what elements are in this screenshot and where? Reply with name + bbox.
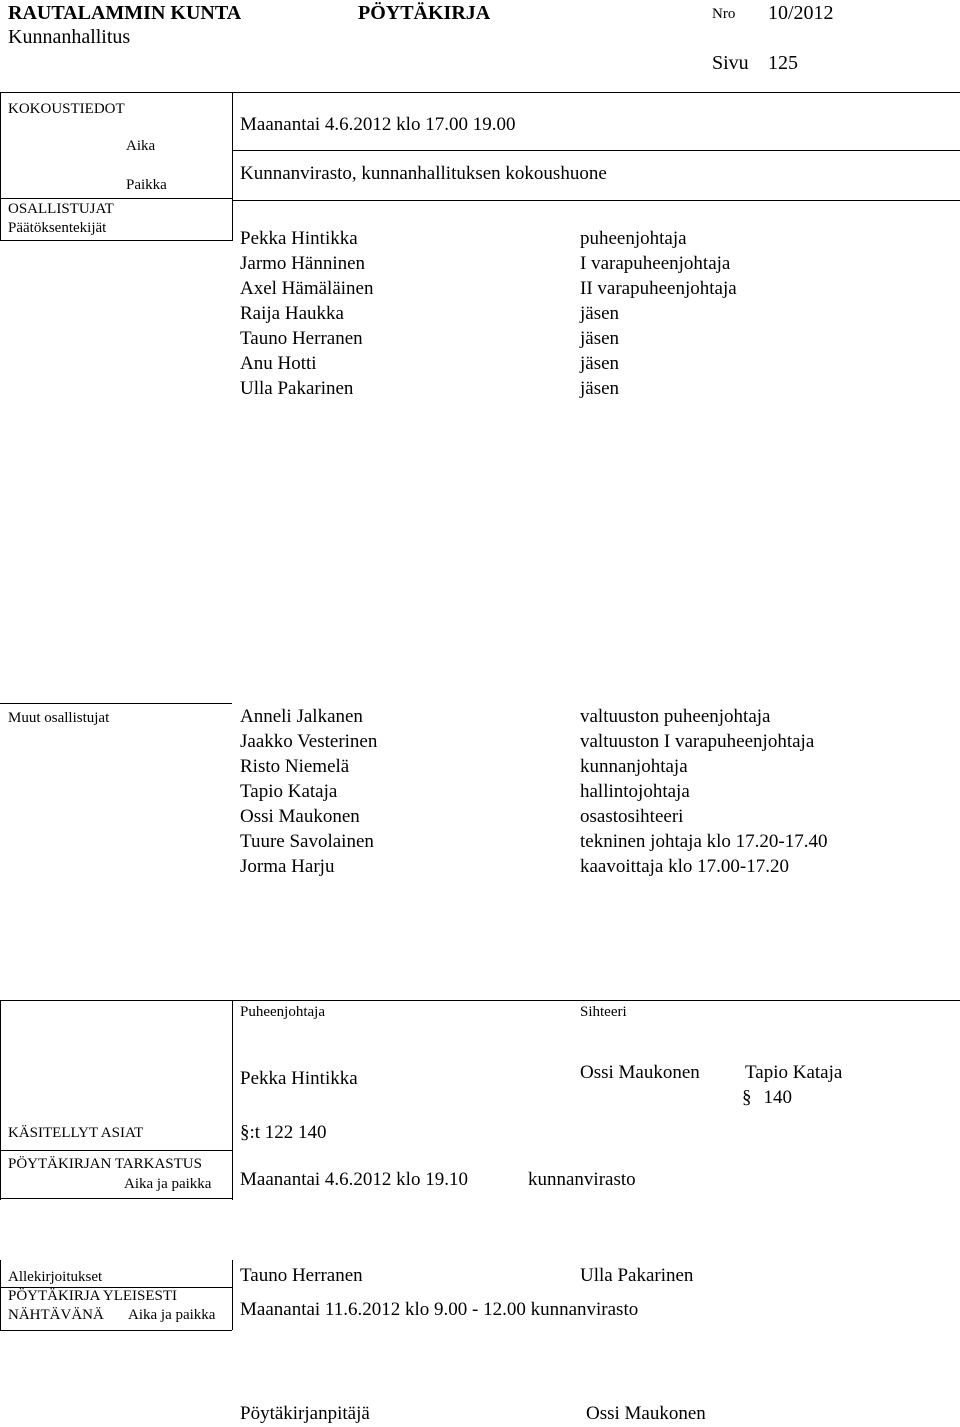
page-label: Sivu — [712, 52, 749, 74]
meeting-place: Kunnanvirasto, kunnanhallituksen kokoushuone — [240, 163, 607, 184]
participant-name: Axel Hämäläinen — [240, 278, 374, 299]
participant-roles — [580, 226, 737, 401]
others-rule — [0, 703, 232, 704]
other-role: osastosihteeri — [580, 806, 684, 827]
participant-role: II varapuheenjohtaja — [580, 278, 737, 299]
others-roles — [580, 704, 827, 879]
col-rule-3 — [232, 1260, 233, 1330]
participant-names — [240, 226, 373, 401]
chair-name: Pekka Hintikka — [240, 1068, 358, 1089]
review-time: Maanantai 4.6.2012 klo 19.10 — [240, 1169, 468, 1190]
participants-label: OSALLISTUJAT — [8, 201, 114, 217]
other-name: Jaakko Vesterinen — [240, 731, 378, 752]
place-label: Paikka — [126, 177, 167, 193]
handled-sections: :t 122 140 — [249, 1122, 327, 1143]
participant-role: jäsen — [580, 353, 620, 374]
participant-name: Raija Haukka — [240, 303, 344, 324]
other-role: hallintojohtaja — [580, 781, 690, 802]
review-rule — [0, 1198, 232, 1199]
handled-rule — [0, 1150, 232, 1151]
left-rule-1 — [0, 92, 1, 241]
other-role: valtuuston I varapuheenjohtaja — [580, 731, 815, 752]
other-name: Tuure Savolainen — [240, 831, 374, 852]
col-rule-1 — [232, 92, 233, 241]
other-role: tekninen johtaja klo 17.20-17.40 — [580, 831, 828, 852]
left-rule-3 — [0, 1260, 1, 1330]
other-role: kaavoittaja klo 17.00-17.20 — [580, 856, 789, 877]
public-label-2: NÄHTÄVÄNÄ — [8, 1307, 104, 1323]
time-label: Aika — [126, 138, 156, 154]
page-value: 125 — [768, 52, 798, 74]
public-label-1: PÖYTÄKIRJA YLEISESTI — [8, 1288, 178, 1304]
other-name: Ossi Maukonen — [240, 806, 360, 827]
participant-name: Anu Hotti — [240, 353, 317, 374]
signature-rule — [0, 1000, 960, 1001]
participant-name: Ulla Pakarinen — [240, 378, 354, 399]
meeting-rule — [0, 198, 232, 199]
section-symbol: § — [742, 1087, 752, 1108]
review-label: PÖYTÄKIRJAN TARKASTUS — [8, 1156, 202, 1172]
public-sublabel: Aika ja paikka — [128, 1307, 216, 1323]
other-role: kunnanjohtaja — [580, 756, 688, 777]
other-role: valtuuston puheenjohtaja — [580, 706, 771, 727]
review-place: kunnanvirasto — [528, 1169, 636, 1190]
other-name: Anneli Jalkanen — [240, 706, 363, 727]
extra-signer-section — [742, 1087, 792, 1109]
participant-role: I varapuheenjohtaja — [580, 253, 731, 274]
body-name: Kunnanhallitus — [8, 26, 131, 48]
public-value: Maanantai 11.6.2012 klo 9.00 - 12.00 kunnanvirasto — [240, 1299, 639, 1320]
participant-role: jäsen — [580, 303, 620, 324]
signer-name-2: Ulla Pakarinen — [580, 1265, 694, 1286]
nro-label: Nro — [712, 6, 736, 22]
participant-role: jäsen — [580, 378, 620, 399]
others-label: Muut osallistujat — [8, 710, 110, 726]
handled-value — [240, 1122, 327, 1144]
keeper-label: Pöytäkirjanpitäjä — [240, 1403, 370, 1424]
org-name: RAUTALAMMIN KUNTA — [8, 2, 242, 24]
others-names — [240, 704, 377, 879]
participant-name: Jarmo Hänninen — [240, 253, 366, 274]
place-rule — [232, 200, 960, 201]
keeper-name: Ossi Maukonen — [586, 1403, 706, 1424]
document-type: PÖYTÄKIRJA — [358, 2, 491, 24]
extra-section-number: 140 — [763, 1087, 792, 1108]
extra-signer-name: Tapio Kataja — [745, 1062, 843, 1083]
top-rule — [0, 92, 960, 93]
chair-label: Puheenjohtaja — [240, 1004, 325, 1020]
other-name: Tapio Kataja — [240, 781, 338, 802]
left-rule-2 — [0, 1000, 1, 1200]
participant-name: Pekka Hintikka — [240, 228, 358, 249]
decision-makers-label: Päätöksentekijät — [8, 220, 107, 236]
other-name: Jorma Harju — [240, 856, 335, 877]
nro-value: 10/2012 — [768, 2, 834, 24]
handled-label: KÄSITELLYT ASIAT — [8, 1125, 144, 1141]
participant-role: jäsen — [580, 328, 620, 349]
section-symbol: § — [240, 1122, 250, 1143]
secretary-name: Ossi Maukonen — [580, 1062, 700, 1083]
participants-rule — [0, 240, 232, 241]
participant-role: puheenjohtaja — [580, 228, 687, 249]
signers-label: Allekirjoitukset — [8, 1269, 103, 1285]
signer-name-1: Tauno Herranen — [240, 1265, 363, 1286]
review-sublabel: Aika ja paikka — [124, 1176, 212, 1192]
meeting-section-label: KOKOUSTIEDOT — [8, 101, 125, 117]
other-name: Risto Niemelä — [240, 756, 350, 777]
col-rule-2 — [232, 1000, 233, 1200]
public-rule — [0, 1330, 232, 1331]
participant-name: Tauno Herranen — [240, 328, 363, 349]
time-rule — [232, 150, 960, 151]
meeting-time: Maanantai 4.6.2012 klo 17.00 19.00 — [240, 114, 516, 135]
secretary-label: Sihteeri — [580, 1004, 627, 1020]
